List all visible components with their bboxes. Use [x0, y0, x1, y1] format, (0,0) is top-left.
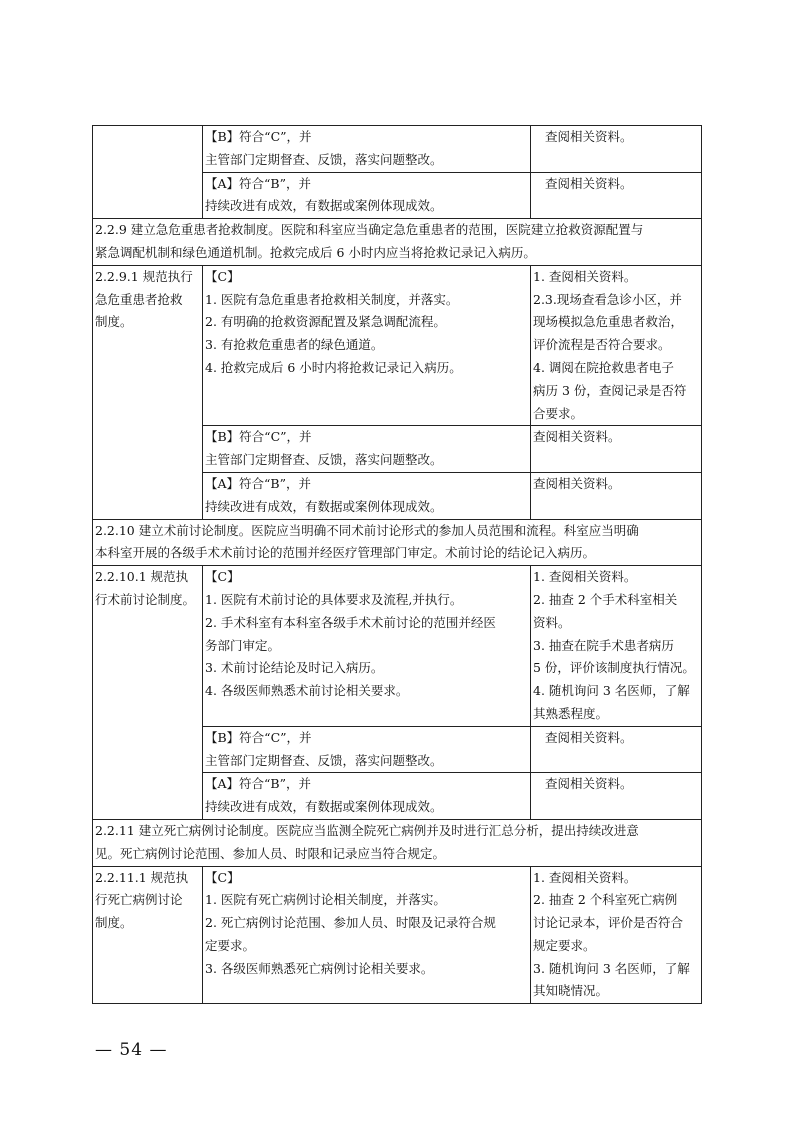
grade-b-cell	[203, 126, 531, 173]
method-cell	[531, 472, 702, 519]
method-cell	[531, 566, 702, 727]
method-line: 1. 查阅相关资料。	[533, 268, 637, 284]
item-label-line: 行术前讨论制度。	[95, 591, 196, 607]
grade-c-line: 2. 手术科室有本科室各级手术术前讨论的范围并经医	[205, 614, 496, 630]
method-line: 3. 抽查在院手术患者病历	[533, 637, 674, 653]
grade-c-line: 3. 有抢救危重患者的绿色通道。	[205, 337, 384, 353]
method-cell	[531, 866, 702, 1004]
grade-b-line1: 【B】符合“C”，并	[205, 729, 312, 745]
section-header-2-2-10	[93, 519, 702, 566]
item-label-2-2-11-1	[93, 866, 203, 1004]
method-line: 2.3.现场查看急诊小区，并	[533, 291, 682, 307]
grade-c-line: 【C】	[205, 268, 240, 284]
grade-b-cell	[203, 726, 531, 773]
item-label-line: 2.2.9.1 规范执行	[95, 268, 193, 284]
check-docs-text: 查阅相关资料。	[533, 475, 621, 491]
check-docs-text: 查阅相关资料。	[545, 776, 633, 792]
grade-c-line: 【C】	[205, 569, 240, 585]
check-docs-text: 查阅相关资料。	[545, 729, 633, 745]
method-cell	[531, 126, 702, 173]
method-cell	[531, 426, 702, 473]
grade-c-line: 3. 术前讨论结论及时记入病历。	[205, 660, 384, 676]
item-label-2-2-10-1	[93, 566, 203, 820]
grade-a-cell	[203, 172, 531, 219]
item-label-line: 2.2.11.1 规范执	[95, 869, 189, 885]
item-label-line: 制度。	[95, 915, 133, 931]
method-line: 讨论记录本，评价是否符合	[533, 915, 684, 931]
evaluation-table	[92, 125, 702, 1004]
grade-b-line1: 【B】符合“C”，并	[205, 429, 312, 445]
grade-a-line1: 【A】符合“B”，并	[205, 776, 311, 792]
grade-c-line: 务部门审定。	[205, 637, 281, 653]
grade-c-cell	[203, 265, 531, 426]
grade-b-cell	[203, 426, 531, 473]
check-docs-text: 查阅相关资料。	[545, 175, 633, 191]
grade-a-cell	[203, 773, 531, 820]
check-docs-text: 查阅相关资料。	[533, 429, 621, 445]
check-docs-text: 查阅相关资料。	[545, 129, 633, 144]
grade-c-line: 3. 各级医师熟悉死亡病例讨论相关要求。	[205, 960, 434, 976]
item-label-line: 2.2.10.1 规范执	[95, 569, 189, 585]
method-line: 资料。	[533, 614, 571, 630]
grade-c-line: 2. 有明确的抢救资源配置及紧急调配流程。	[205, 314, 446, 330]
item-label-line: 制度。	[95, 314, 133, 330]
grade-a-cell	[203, 472, 531, 519]
item-label-line: 急危重患者抢救	[95, 291, 183, 307]
grade-b-line1: 【B】符合“C”，并	[205, 129, 312, 144]
method-line: 规定要求。	[533, 937, 596, 953]
grade-c-line: 1. 医院有死亡病例讨论相关制度，并落实。	[205, 892, 446, 908]
grade-c-line: 【C】	[205, 869, 240, 885]
section-header-2-2-9	[93, 219, 702, 266]
section-header-line1: 2.2.9 建立急危重患者抢救制度。医院和科室应当确定急危重患者的范围，医院建立抢救资源配置与	[95, 222, 644, 238]
grade-c-cell	[203, 866, 531, 1004]
section-header-line1: 2.2.11 建立死亡病例讨论制度。医院应当监测全院死亡病例并及时进行汇总分析，提出持续改进意	[95, 822, 639, 838]
grade-c-line: 4. 各级医师熟悉术前讨论相关要求。	[205, 683, 409, 699]
grade-a-line1: 【A】符合“B”，并	[205, 175, 311, 191]
grade-c-line: 4. 抢救完成后 6 小时内将抢救记录记入病历。	[205, 359, 462, 375]
grade-c-line: 1. 医院有术前讨论的具体要求及流程,并执行。	[205, 591, 463, 607]
method-cell	[531, 265, 702, 426]
grade-c-line: 1. 医院有急危重患者抢救相关制度，并落实。	[205, 291, 459, 307]
method-line: 合要求。	[533, 405, 584, 421]
section-header-2-2-11	[93, 819, 702, 866]
method-line: 5 份，评价该制度执行情况。	[533, 660, 695, 676]
method-cell	[531, 773, 702, 820]
method-line: 现场模拟急危重患者救治，	[533, 314, 684, 330]
grade-b-line2: 主管部门定期督查、反馈，落实问题整改。	[205, 752, 443, 768]
grade-a-line2: 持续改进有成效，有数据或案例体现成效。	[205, 799, 443, 815]
method-cell	[531, 726, 702, 773]
section-header-line1: 2.2.10 建立术前讨论制度。医院应当明确不同术前讨论形式的参加人员范围和流程。科室应当明确	[95, 522, 639, 538]
item-label-2-2-9-1	[93, 265, 203, 519]
section-header-line2: 见。死亡病例讨论范围、参加人员、时限和记录应当符合规定。	[95, 845, 446, 861]
grade-c-line: 定要求。	[205, 937, 256, 953]
grade-b-line2: 主管部门定期督查、反馈，落实问题整改。	[205, 151, 443, 167]
section-header-line2: 紧急调配机制和绿色通道机制。抢救完成后 6 小时内应当将抢救记录记入病历。	[95, 244, 536, 260]
method-line: 4. 调阅在院抢救患者电子	[533, 359, 674, 375]
method-line: 其熟悉程度。	[533, 705, 609, 721]
method-line: 1. 查阅相关资料。	[533, 869, 637, 885]
page-number: — 54 —	[95, 1040, 168, 1060]
method-line: 2. 抽查 2 个科室死亡病例	[533, 892, 678, 908]
method-line: 2. 抽查 2 个手术科室相关	[533, 591, 678, 607]
grade-b-line2: 主管部门定期督查、反馈，落实问题整改。	[205, 452, 443, 468]
method-line: 评价流程是否符合要求。	[533, 337, 671, 353]
method-line: 3. 随机询问 3 名医师，了解	[533, 960, 690, 976]
method-line: 4. 随机询问 3 名医师，了解	[533, 683, 690, 699]
item-label-line: 行死亡病例讨论	[95, 892, 183, 908]
grade-c-cell	[203, 566, 531, 727]
grade-a-line2: 持续改进有成效，有数据或案例体现成效。	[205, 498, 443, 514]
method-cell	[531, 172, 702, 219]
empty-label-cell	[93, 126, 203, 219]
grade-a-line2: 持续改进有成效，有数据或案例体现成效。	[205, 198, 443, 214]
method-line: 病历 3 份，查阅记录是否符	[533, 382, 687, 398]
grade-a-line1: 【A】符合“B”，并	[205, 475, 311, 491]
method-line: 其知晓情况。	[533, 983, 609, 999]
section-header-line2: 本科室开展的各级手术术前讨论的范围并经医疗管理部门审定。术前讨论的结论记入病历。	[95, 545, 596, 561]
grade-c-line: 2. 死亡病例讨论范围、参加人员、时限及记录符合规	[205, 915, 496, 931]
method-line: 1. 查阅相关资料。	[533, 569, 637, 585]
